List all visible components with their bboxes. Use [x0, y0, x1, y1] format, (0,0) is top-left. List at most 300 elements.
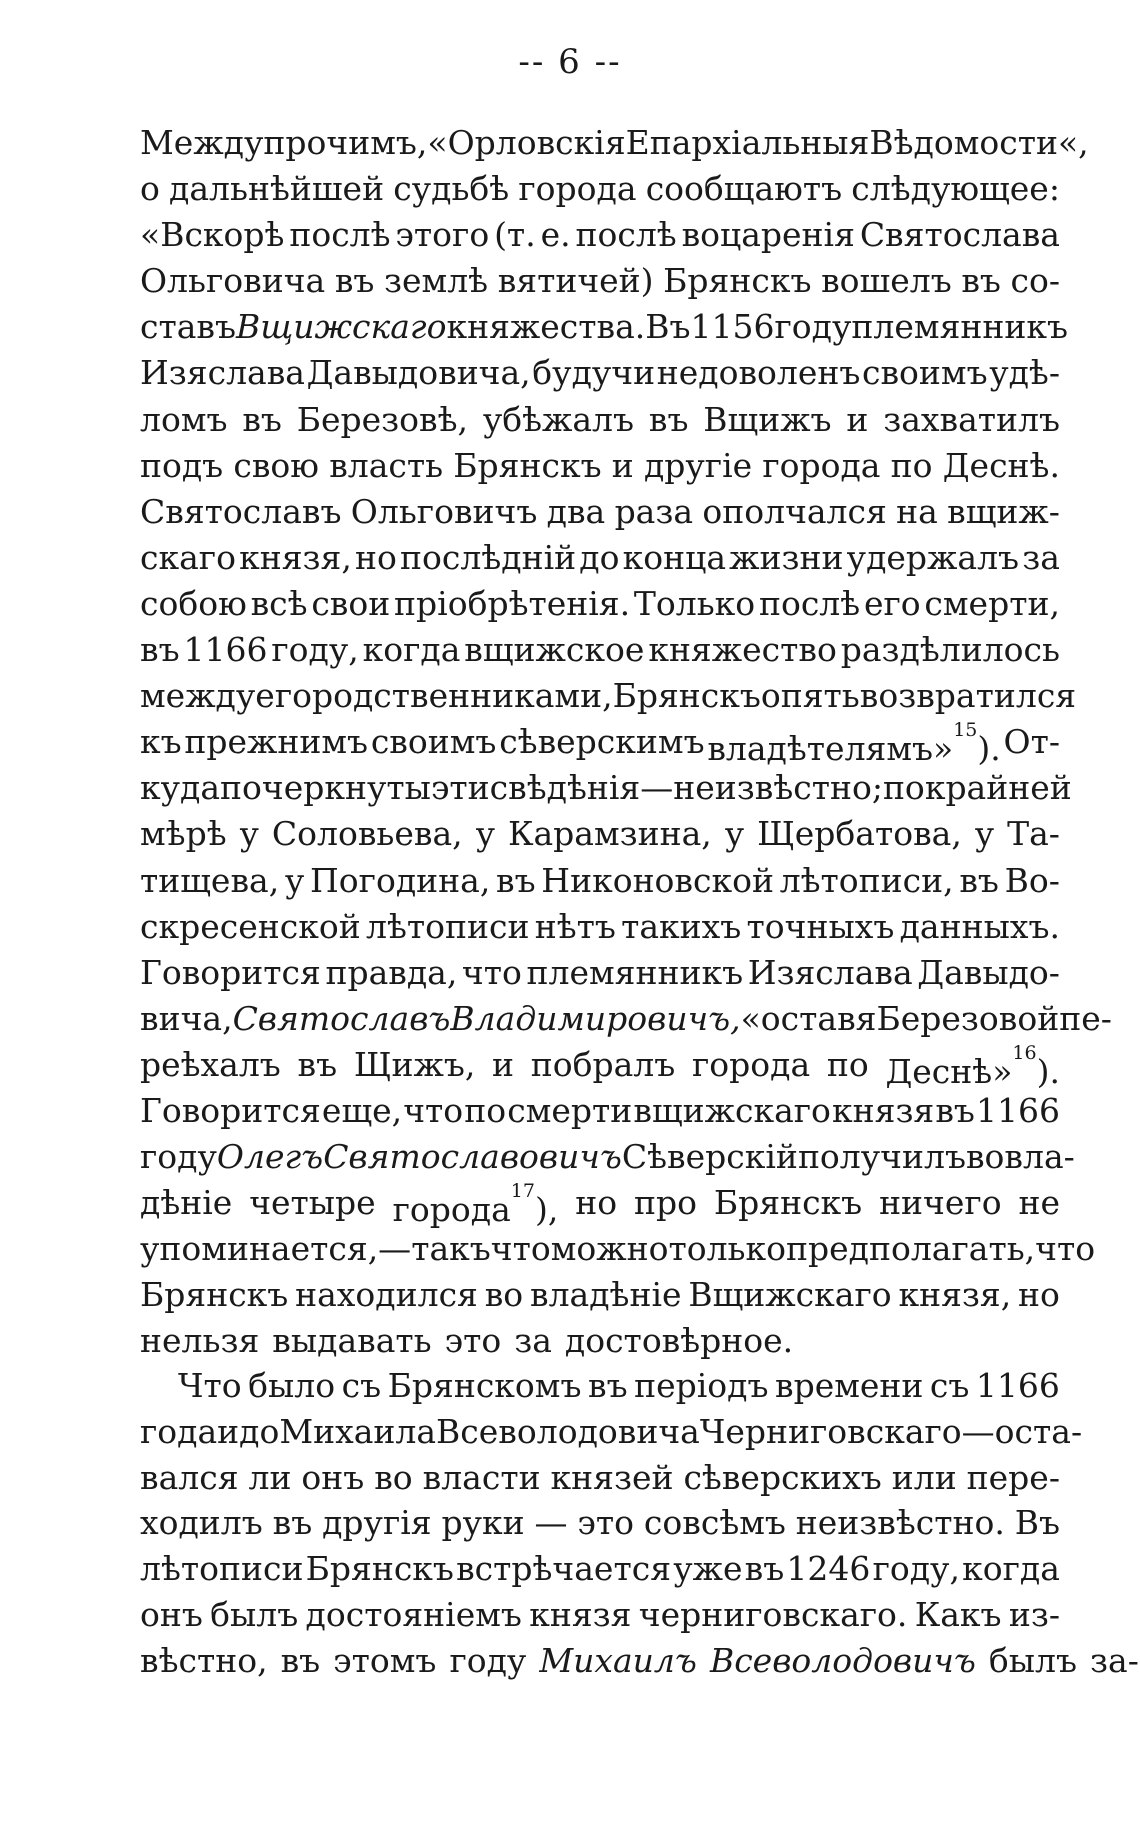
- word: пріобрѣтенія.: [394, 583, 631, 623]
- word: князя,: [898, 1275, 1012, 1315]
- word: Всеволодовича: [436, 1411, 700, 1451]
- word: по: [464, 1090, 507, 1130]
- text-line: [140, 1592, 1060, 1638]
- word-group: [748, 950, 913, 996]
- word-group: [307, 350, 531, 396]
- word-group: [485, 1272, 523, 1318]
- word-group: [140, 1134, 217, 1180]
- text-line: [140, 1546, 1060, 1592]
- word: «Вскорѣ: [140, 215, 285, 255]
- word: и: [492, 1044, 515, 1084]
- word: 1166: [976, 1090, 1060, 1130]
- word-group: [140, 1409, 217, 1455]
- word: Никоновской: [541, 860, 774, 900]
- word: тищева,: [140, 860, 280, 900]
- word-group: [1007, 811, 1060, 857]
- word-group: [935, 1088, 975, 1134]
- word-group: [668, 1226, 786, 1272]
- word: свои: [311, 583, 391, 623]
- word-group: [248, 1363, 335, 1409]
- word: въ: [297, 1044, 338, 1084]
- word-group: [371, 719, 497, 765]
- word-group: [462, 950, 522, 996]
- text-line: [140, 1088, 1060, 1134]
- word: въ: [334, 261, 375, 301]
- word: когда: [362, 630, 461, 670]
- word: подъ: [140, 445, 224, 485]
- word-group: [710, 1638, 976, 1684]
- word-group: [745, 1546, 785, 1592]
- word-group: [220, 765, 431, 811]
- word-group: [657, 350, 861, 396]
- word-group: [535, 904, 616, 950]
- word-group: [703, 397, 831, 443]
- word: въ: [280, 1640, 321, 1680]
- word: Въ: [1014, 1503, 1060, 1543]
- word: встрѣчается: [456, 1549, 672, 1589]
- word: четыре: [249, 1183, 376, 1223]
- word-group: [446, 304, 645, 350]
- word: это: [577, 1503, 635, 1543]
- word-group: [464, 627, 644, 673]
- word-group: [374, 1455, 412, 1501]
- word: два: [546, 491, 606, 531]
- word: было: [248, 1366, 336, 1405]
- word: другіе: [643, 445, 753, 485]
- word-group: [621, 904, 741, 950]
- word-group: [445, 1318, 502, 1364]
- word: оста-: [994, 1411, 1083, 1451]
- word-group: [551, 1455, 674, 1501]
- word-group: [281, 1638, 321, 1684]
- word-group: [184, 719, 368, 765]
- word-group: [233, 443, 319, 489]
- word-group: [450, 996, 740, 1042]
- word-group: [634, 1180, 697, 1226]
- word-group: [140, 627, 180, 673]
- word-group: [924, 581, 1060, 627]
- word: Вѣдомости«,: [869, 123, 1089, 162]
- word: упоминается,—: [140, 1229, 412, 1269]
- word-group: [140, 212, 284, 258]
- word: достояніемъ: [305, 1594, 522, 1634]
- word: неизвѣстно.: [795, 1503, 1005, 1543]
- word: Какъ: [914, 1594, 1002, 1634]
- word-group: [366, 904, 529, 950]
- word-group: [962, 1409, 995, 1455]
- word-group: [565, 1318, 793, 1364]
- word-group: [741, 996, 877, 1042]
- word-group: [384, 258, 488, 304]
- word-group: [285, 858, 304, 904]
- word-group: [943, 443, 1060, 489]
- word: можно: [550, 1229, 669, 1269]
- word: по: [890, 445, 933, 485]
- italic-word: Всеволодовичъ: [709, 1640, 976, 1680]
- word: раздѣлилось: [840, 630, 1060, 670]
- word: скаго: [140, 537, 236, 577]
- word: владѣніе: [530, 1275, 682, 1315]
- word: былъ: [988, 1640, 1078, 1680]
- word-group: [233, 996, 451, 1042]
- word-group: [140, 166, 160, 212]
- word: опять: [760, 676, 860, 716]
- word-group: [707, 719, 1001, 769]
- paragraph-1: [140, 120, 1112, 1365]
- word: —: [534, 1503, 568, 1543]
- word: точныхъ: [746, 906, 895, 946]
- word: до: [239, 1411, 280, 1451]
- word: во: [374, 1457, 413, 1497]
- word: ополчался: [702, 491, 887, 531]
- text-line: [140, 950, 1060, 996]
- word: у: [284, 860, 305, 900]
- word: такихъ: [621, 906, 742, 946]
- word-group: [140, 1272, 288, 1318]
- word-group: [1004, 1134, 1074, 1180]
- word: Въ: [645, 307, 691, 347]
- word: недоволенъ: [656, 353, 861, 393]
- word-group: [272, 811, 463, 857]
- word-group: [140, 950, 321, 996]
- word: Епархіальныя: [625, 123, 870, 162]
- word: времени: [774, 1366, 924, 1405]
- word: руки: [441, 1503, 525, 1543]
- word-group: [612, 443, 634, 489]
- word: въ: [496, 860, 536, 900]
- word: Брянскъ: [453, 445, 602, 485]
- word: вался: [140, 1457, 239, 1497]
- word-group: [851, 166, 1060, 212]
- word-group: [140, 673, 255, 719]
- word-group: [976, 1363, 1060, 1409]
- word: Погодина,: [310, 860, 491, 900]
- word: послѣ: [575, 215, 677, 255]
- word: возвратился: [859, 676, 1077, 716]
- word-group: [775, 304, 852, 350]
- word-group: [140, 397, 228, 443]
- word-group: [531, 1042, 676, 1088]
- word: Говорится: [140, 952, 321, 992]
- word-group: [883, 765, 925, 811]
- footnote-ref: 17: [510, 1180, 535, 1203]
- word: Щербатова,: [757, 814, 962, 854]
- text-line: [140, 904, 1060, 950]
- word-group: [335, 258, 375, 304]
- word: владѣтелямъ»: [707, 729, 954, 769]
- word-group: [236, 304, 446, 350]
- text-line: [140, 1500, 1060, 1546]
- word: раза: [614, 491, 694, 531]
- italic-word: Олегъ: [216, 1137, 324, 1177]
- word: у: [974, 814, 995, 854]
- word-group: [541, 212, 571, 258]
- word: мѣрѣ: [140, 814, 227, 854]
- text-line: [140, 858, 1060, 904]
- word: Деснѣ»: [885, 1051, 1013, 1091]
- word: свою: [233, 445, 320, 485]
- word-group: [702, 489, 886, 535]
- word-group: [449, 1638, 526, 1684]
- word-group: [436, 1409, 700, 1455]
- word-group: [762, 443, 880, 489]
- word: прежнимъ: [184, 722, 369, 762]
- word: году,: [271, 630, 359, 670]
- word-group: [310, 858, 490, 904]
- word-group: [140, 581, 247, 627]
- word: пе-: [1059, 998, 1112, 1038]
- word: по: [882, 768, 925, 808]
- word-group: [646, 166, 842, 212]
- word: Изяслава: [747, 952, 913, 992]
- word: черниговскаго.: [638, 1594, 908, 1634]
- word-group: [860, 673, 1076, 719]
- word-group: [757, 811, 962, 857]
- word: города: [691, 1044, 811, 1084]
- word-group: [682, 212, 855, 258]
- word-group: [775, 1363, 923, 1409]
- word: Святослава: [859, 215, 1060, 255]
- word-group: [898, 1272, 1011, 1318]
- word-group: [577, 1500, 634, 1546]
- word-group: [295, 1272, 478, 1318]
- word: въ: [587, 1366, 628, 1405]
- text-line: [140, 1134, 1075, 1180]
- word-group: [354, 1042, 476, 1088]
- word-group: [526, 950, 743, 996]
- word-group: [249, 1180, 376, 1226]
- italic-word: Вщижскаго: [236, 307, 447, 347]
- word: лѣтописи,: [779, 860, 954, 900]
- word: предполагать,: [786, 1229, 1036, 1269]
- word-group: [140, 304, 236, 350]
- word-group: [900, 904, 1060, 950]
- word: князя: [529, 1594, 632, 1634]
- word: сообщаютъ: [645, 169, 843, 209]
- word-group: [975, 811, 994, 857]
- word-group: [864, 581, 921, 627]
- text-line: [140, 765, 1072, 811]
- word-group: [289, 212, 390, 258]
- word: достовѣрное.: [564, 1321, 794, 1361]
- word: Брянскъ: [663, 261, 812, 301]
- word-group: [869, 120, 1088, 166]
- word: князей: [550, 1457, 674, 1497]
- word-group: [673, 1546, 742, 1592]
- word-group: [860, 212, 1060, 258]
- word-group: [297, 397, 468, 443]
- word-group: [400, 535, 576, 581]
- word: ).: [1036, 1051, 1060, 1091]
- word: у: [239, 814, 259, 854]
- word-group: [692, 1042, 810, 1088]
- word: но: [355, 537, 397, 577]
- word: князя: [832, 1090, 935, 1130]
- word-group: [140, 1500, 263, 1546]
- word-group: [140, 1592, 203, 1638]
- word-group: [140, 1042, 281, 1088]
- word-group: [272, 1318, 431, 1364]
- word-group: [962, 1546, 1060, 1592]
- word-group: [427, 120, 625, 166]
- word: Березовѣ,: [296, 399, 469, 439]
- word: собою: [140, 583, 247, 623]
- word: когда: [962, 1549, 1060, 1589]
- word-group: [989, 1638, 1077, 1684]
- word-group: [514, 1318, 552, 1364]
- word: 1156: [690, 307, 775, 347]
- word-group: [947, 489, 1060, 535]
- word-group: [1011, 258, 1061, 304]
- word-group: [423, 1455, 541, 1501]
- word-group: [140, 489, 341, 535]
- word-group: [140, 996, 233, 1042]
- word-group: [645, 304, 690, 350]
- word: скресенской: [140, 906, 361, 946]
- word: пере-: [966, 1457, 1060, 1497]
- word-group: [917, 950, 1060, 996]
- word: Святославъ: [140, 491, 342, 531]
- word: судьбѣ: [393, 169, 510, 209]
- word: въ: [140, 630, 180, 670]
- word: находился: [295, 1275, 478, 1315]
- word: его: [863, 583, 921, 623]
- word-group: [403, 1088, 463, 1134]
- word: еще,: [321, 1090, 403, 1130]
- italic-word: Святославъ: [232, 998, 451, 1038]
- word: послѣ: [758, 583, 861, 623]
- word: что: [461, 952, 522, 992]
- word-group: [355, 535, 397, 581]
- word-group: [915, 1592, 1002, 1638]
- word: ставъ: [140, 307, 236, 347]
- word: Брянскъ: [305, 1549, 454, 1589]
- word-group: [780, 858, 954, 904]
- word: о: [140, 169, 160, 209]
- text-line: [140, 166, 1060, 212]
- word: за-: [1090, 1640, 1139, 1680]
- word-group: [491, 1226, 551, 1272]
- word-group: [453, 443, 601, 489]
- word: Давыдовича,: [306, 353, 531, 393]
- word-group: [240, 811, 259, 857]
- word: этомъ: [333, 1640, 437, 1680]
- word: въ: [959, 860, 999, 900]
- word-group: [683, 1455, 881, 1501]
- word-group: [464, 1088, 506, 1134]
- word: вщижское: [464, 630, 645, 670]
- word-group: [342, 1363, 381, 1409]
- word-group: [691, 304, 775, 350]
- word: Соловьева,: [271, 814, 463, 854]
- word-group: [885, 1041, 1060, 1091]
- word: совсѣмъ: [643, 1503, 786, 1543]
- word-group: [532, 350, 655, 396]
- italic-word: Святославовичъ: [323, 1137, 622, 1177]
- word-group: [140, 904, 361, 950]
- word-group: [967, 1455, 1060, 1501]
- word-group: [140, 1226, 411, 1272]
- word-group: [547, 489, 606, 535]
- word: получилъ: [797, 1137, 966, 1177]
- word-group: [786, 1226, 1035, 1272]
- word-group: [140, 258, 325, 304]
- word-group: [551, 1226, 669, 1272]
- word-group: [633, 1088, 831, 1134]
- word-group: [140, 1455, 239, 1501]
- word: дальнѣйшей: [169, 169, 385, 209]
- word-group: [518, 166, 636, 212]
- text-line: [140, 1041, 1060, 1091]
- text-line: [140, 1638, 1139, 1684]
- word-group: [140, 443, 223, 489]
- word-group: [995, 1409, 1082, 1455]
- word: убѣжалъ: [482, 399, 635, 439]
- word: племянникъ: [526, 952, 744, 992]
- word-group: [217, 1409, 239, 1455]
- word-group: [1018, 1272, 1060, 1318]
- word: Михаила: [279, 1411, 437, 1451]
- word-group: [323, 1134, 622, 1180]
- word: Березовой: [876, 998, 1060, 1038]
- word: за: [514, 1321, 552, 1361]
- word: съ: [929, 1366, 970, 1405]
- word: жизни: [729, 537, 844, 577]
- word: не: [1018, 1183, 1060, 1223]
- word-group: [140, 1088, 321, 1134]
- word: по: [826, 1044, 869, 1084]
- word: Брянскъ: [612, 676, 761, 716]
- word-group: [169, 166, 384, 212]
- word-group: [140, 858, 279, 904]
- word: «оставя: [740, 998, 877, 1038]
- word: и: [846, 399, 869, 439]
- word-group: [663, 258, 811, 304]
- word-group: [322, 1500, 432, 1546]
- word-group: [644, 1500, 786, 1546]
- word: Только: [633, 583, 756, 623]
- word-group: [649, 397, 689, 443]
- word: вѣстно,: [140, 1640, 268, 1680]
- word: княжества.: [446, 307, 646, 347]
- text-line: [140, 581, 1060, 627]
- word: періодъ: [634, 1366, 769, 1405]
- word: Брянскомъ: [387, 1366, 582, 1405]
- word-group: [333, 1638, 436, 1684]
- word: послѣ: [289, 215, 391, 255]
- word-group: [700, 1409, 962, 1455]
- word-group: [251, 581, 308, 627]
- text-line: [140, 719, 1060, 769]
- word: реѣхалъ: [140, 1044, 281, 1084]
- word-group: [786, 1546, 870, 1592]
- word: Вщижскаго: [688, 1275, 892, 1315]
- word: выдавать: [272, 1321, 432, 1361]
- word: прочимъ,: [263, 123, 428, 162]
- text-line: [140, 1318, 1060, 1364]
- word: племянникъ: [851, 307, 1069, 347]
- word: что: [490, 1229, 551, 1269]
- word-group: [1004, 719, 1060, 765]
- word: лѣтописи: [140, 1549, 304, 1589]
- word: города: [392, 1190, 511, 1230]
- word: и: [611, 445, 634, 485]
- word-group: [351, 489, 538, 535]
- word: князя,: [239, 537, 352, 577]
- word-group: [883, 397, 1060, 443]
- word-group: [1090, 1638, 1139, 1684]
- word-group: [140, 1318, 259, 1364]
